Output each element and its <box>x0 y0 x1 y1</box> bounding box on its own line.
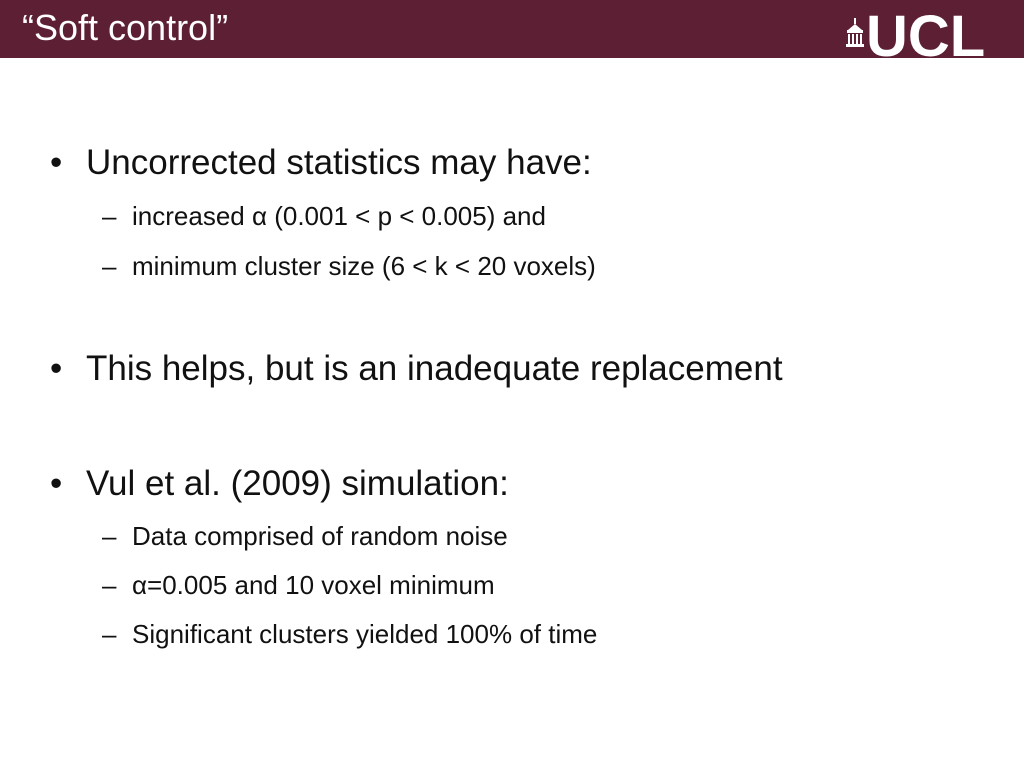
sub-marker: – <box>102 251 117 281</box>
slide-title: “Soft control” <box>22 7 229 48</box>
bullet-marker: • <box>50 464 63 503</box>
sub-item <box>102 250 596 282</box>
bullet-item <box>50 463 509 505</box>
bullet-marker: • <box>50 349 63 388</box>
logo-text: UCL <box>866 4 986 69</box>
sub-text: Data comprised of random noise <box>132 521 508 551</box>
bullet-marker: • <box>50 143 63 182</box>
bullet-item <box>50 348 783 390</box>
sub-item <box>102 520 508 552</box>
bullet-item <box>50 142 592 184</box>
sub-marker: – <box>102 521 117 551</box>
sub-marker: – <box>102 619 117 649</box>
sub-item <box>102 569 495 601</box>
sub-item <box>102 618 597 650</box>
sub-text: α=0.005 and 10 voxel minimum <box>132 570 495 600</box>
sub-item <box>102 200 546 232</box>
bullet-text: Vul et al. (2009) simulation: <box>86 464 509 503</box>
sub-text: increased α (0.001 < p < 0.005) and <box>132 201 546 231</box>
bullet-text: Uncorrected statistics may have: <box>86 143 592 182</box>
sub-text: minimum cluster size (6 < k < 20 voxels) <box>132 251 596 281</box>
sub-marker: – <box>102 201 117 231</box>
bullet-text: This helps, but is an inadequate replacement <box>86 349 783 388</box>
sub-marker: – <box>102 570 117 600</box>
sub-text: Significant clusters yielded 100% of time <box>132 619 598 649</box>
